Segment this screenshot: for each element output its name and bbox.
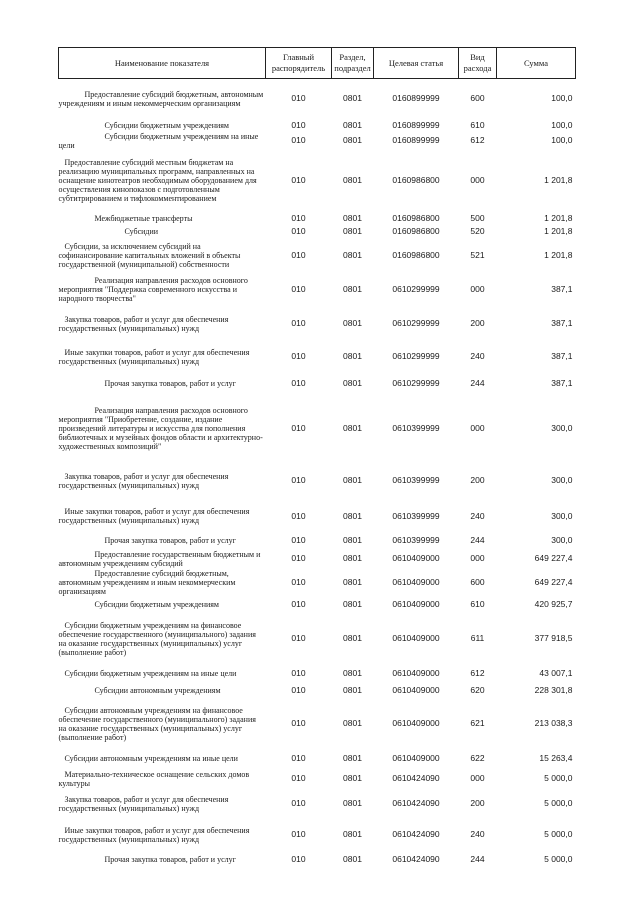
row-name: Предоставление субсидий бюджетным, автономным учреждениям и иным некоммерческим организациям <box>58 89 264 108</box>
row-vid: 611 <box>470 633 485 643</box>
row-section: 0801 <box>343 93 362 104</box>
row-name: Закупка товаров, работ и услуг для обеспечения государственных (муниципальных) нужд <box>58 471 229 490</box>
row-article: 0610399999 <box>392 422 440 433</box>
row-vid: 520 <box>470 226 485 236</box>
row-section: 0801 <box>343 535 362 545</box>
row-sum: 387,1 <box>551 318 573 328</box>
table-header-row <box>59 48 576 79</box>
row-article: 0610409000 <box>392 667 440 678</box>
row-sum: 420 925,7 <box>534 599 573 609</box>
row-article: 0160986800 <box>392 226 440 236</box>
row-sum: 213 038,3 <box>534 718 573 728</box>
row-section: 0801 <box>343 351 362 361</box>
row-article: 0610424090 <box>392 829 440 839</box>
row-sum: 387,1 <box>551 351 573 361</box>
row-article: 0160986800 <box>392 212 440 223</box>
row-section: 0801 <box>343 318 362 328</box>
table-row <box>59 549 576 569</box>
row-vid: 240 <box>470 510 485 521</box>
row-sum: 1 201,8 <box>544 250 573 260</box>
header-name: Наименование показателя <box>59 48 266 79</box>
row-section: 0801 <box>343 829 362 839</box>
row-name: Закупка товаров, работ и услуг для обеспечения государственных (муниципальных) нужд <box>58 314 229 333</box>
row-name: Предоставление субсидий бюджетным, автономным учреждениям и иным некоммерческим организациям <box>58 568 236 596</box>
row-section: 0801 <box>343 212 362 223</box>
row-grbs: 010 <box>291 284 306 294</box>
row-section: 0801 <box>343 553 362 563</box>
row-grbs: 010 <box>291 854 306 864</box>
table-row <box>59 789 576 819</box>
row-article: 0160899999 <box>392 119 440 130</box>
table-row <box>59 749 576 769</box>
table-row <box>59 569 576 596</box>
table-row <box>59 819 576 851</box>
row-grbs: 010 <box>291 475 306 485</box>
table-row <box>59 150 576 212</box>
header-grbs: Главный распорядитель <box>266 48 332 79</box>
table-row <box>59 239 576 273</box>
row-vid: 600 <box>470 576 485 587</box>
row-article: 0610424090 <box>392 798 440 808</box>
row-grbs: 010 <box>291 226 306 236</box>
row-article: 0610399999 <box>392 535 440 545</box>
row-name: Субсидии автономным учреждениям на финансовое обеспечение государственного (муниципального) задания на оказание государственных (муниципальных) услуг (выполнение работ) <box>58 705 256 742</box>
row-sum: 300,0 <box>551 475 573 485</box>
row-vid: 240 <box>470 829 485 839</box>
row-vid: 000 <box>470 175 485 185</box>
row-sum: 649 227,4 <box>534 576 573 587</box>
row-vid: 200 <box>470 798 485 808</box>
row-name: Субсидии бюджетным учреждениям на иные цели <box>58 131 259 150</box>
row-grbs: 010 <box>291 422 306 433</box>
row-section: 0801 <box>343 576 362 587</box>
table-row <box>59 699 576 749</box>
table-row <box>59 533 576 549</box>
row-vid: 244 <box>470 535 485 545</box>
row-vid: 612 <box>470 667 485 678</box>
row-grbs: 010 <box>291 667 306 678</box>
header-vid: Вид расхода <box>459 48 497 79</box>
table-row <box>59 273 576 307</box>
row-section: 0801 <box>343 284 362 294</box>
row-grbs: 010 <box>291 718 306 728</box>
table-row <box>59 462 576 500</box>
row-article: 0610299999 <box>392 284 440 294</box>
row-section: 0801 <box>343 475 362 485</box>
row-sum: 387,1 <box>551 378 573 388</box>
row-name: Иные закупки товаров, работ и услуг для обеспечения государственных (муниципальных) нужд <box>58 347 250 366</box>
row-grbs: 010 <box>291 633 306 643</box>
row-name: Прочая закупка товаров, работ и услуг <box>104 855 236 864</box>
table-row <box>59 395 576 462</box>
row-name: Субсидии бюджетным учреждениям на финансовое обеспечение государственного (муниципального) задания на оказание государственных (муниципальных) услуг (выполнение работ) <box>58 620 256 657</box>
row-grbs: 010 <box>291 318 306 328</box>
table-row <box>59 307 576 341</box>
row-section: 0801 <box>343 773 362 783</box>
row-grbs: 010 <box>291 250 306 260</box>
row-vid: 000 <box>470 422 485 433</box>
row-article: 0610299999 <box>392 378 440 388</box>
table-row <box>59 212 576 225</box>
row-article: 0610424090 <box>392 854 440 864</box>
row-sum: 100,0 <box>551 119 573 130</box>
row-vid: 200 <box>470 475 485 485</box>
row-vid: 621 <box>470 718 485 728</box>
row-sum: 649 227,4 <box>534 553 573 563</box>
table-row <box>59 500 576 533</box>
row-section: 0801 <box>343 599 362 609</box>
row-article: 0610409000 <box>392 576 440 587</box>
row-grbs: 010 <box>291 576 306 587</box>
table-row <box>59 614 576 664</box>
row-section: 0801 <box>343 753 362 763</box>
row-grbs: 010 <box>291 685 306 695</box>
table-row <box>59 683 576 699</box>
table-row <box>59 79 576 119</box>
table-row <box>59 119 576 132</box>
row-name: Иные закупки товаров, работ и услуг для обеспечения государственных (муниципальных) нужд <box>58 507 250 525</box>
row-article: 0160899999 <box>392 93 440 104</box>
row-name: Реализация направления расходов основного мероприятия "Поддержка современного искусства и народного творчества" <box>58 276 248 303</box>
row-section: 0801 <box>343 226 362 236</box>
row-section: 0801 <box>343 422 362 433</box>
row-section: 0801 <box>343 854 362 864</box>
row-name: Прочая закупка товаров, работ и услуг <box>104 536 236 545</box>
row-article: 0160986800 <box>392 250 440 260</box>
row-name: Субсидии бюджетным учреждениям <box>104 120 229 130</box>
row-name: Предоставление субсидий местным бюджетам на реализацию муниципальных программ, направленных на оснащение кинотеатров необходимым оборудованием для осуществления кинопоказов с подготовленным субтитрированием и тифлокомментированием <box>58 158 257 203</box>
row-grbs: 010 <box>291 773 306 783</box>
row-vid: 200 <box>470 318 485 328</box>
row-article: 0610409000 <box>392 718 440 728</box>
row-name: Субсидии, за исключением субсидий на софинансирование капитальных вложений в объекты государственной (муниципальной) собственности <box>58 242 241 269</box>
row-sum: 5 000,0 <box>544 773 573 783</box>
row-sum: 5 000,0 <box>544 854 573 864</box>
row-vid: 000 <box>470 773 485 783</box>
row-grbs: 010 <box>291 175 306 185</box>
row-section: 0801 <box>343 119 362 130</box>
row-vid: 000 <box>470 284 485 294</box>
row-article: 0610409000 <box>392 753 440 763</box>
table-row <box>59 341 576 373</box>
table-row <box>59 664 576 683</box>
row-sum: 5 000,0 <box>544 798 573 808</box>
row-article: 0610399999 <box>392 510 440 521</box>
row-grbs: 010 <box>291 753 306 763</box>
row-name: Субсидии бюджетным учреждениям на иные цели <box>64 668 237 678</box>
header-section: Раздел, подраздел <box>332 48 374 79</box>
row-article: 0610299999 <box>392 351 440 361</box>
row-vid: 244 <box>470 378 485 388</box>
row-article: 0610409000 <box>392 599 440 609</box>
row-grbs: 010 <box>291 119 306 130</box>
row-vid: 610 <box>470 119 485 130</box>
row-sum: 300,0 <box>551 510 573 521</box>
row-article: 0160899999 <box>392 135 440 145</box>
table-row <box>59 132 576 150</box>
row-name: Закупка товаров, работ и услуг для обеспечения государственных (муниципальных) нужд <box>58 794 229 813</box>
row-article: 0610299999 <box>392 318 440 328</box>
header-sum: Сумма <box>497 48 576 79</box>
budget-table <box>58 47 576 869</box>
row-sum: 300,0 <box>551 535 573 545</box>
row-sum: 1 201,8 <box>544 212 573 223</box>
row-grbs: 010 <box>291 535 306 545</box>
row-sum: 15 263,4 <box>539 753 573 763</box>
row-sum: 5 000,0 <box>544 829 573 839</box>
row-sum: 43 007,1 <box>539 667 573 678</box>
header-article: Целевая статья <box>374 48 459 79</box>
table-row <box>59 373 576 395</box>
row-grbs: 010 <box>291 798 306 808</box>
row-name: Предоставление государственным бюджетным и автономным учреждениям субсидий <box>58 549 261 568</box>
row-article: 0610409000 <box>392 685 440 695</box>
row-section: 0801 <box>343 135 362 145</box>
row-grbs: 010 <box>291 829 306 839</box>
row-grbs: 010 <box>291 135 306 145</box>
row-grbs: 010 <box>291 93 306 104</box>
row-vid: 612 <box>470 135 485 145</box>
row-article: 0610409000 <box>392 633 440 643</box>
row-section: 0801 <box>343 510 362 521</box>
row-section: 0801 <box>343 175 362 185</box>
row-sum: 228 301,8 <box>534 685 573 695</box>
row-grbs: 010 <box>291 212 306 223</box>
row-name: Субсидии <box>124 227 159 236</box>
row-name: Межбюджетные трансферты <box>94 213 193 223</box>
row-name: Реализация направления расходов основного мероприятия "Приобретение, создание, издание произведений литературы и искусства для пополнения библиотечных и музейных фондов области и архитектурно-художественных композиций" <box>58 405 263 451</box>
row-vid: 622 <box>470 753 485 763</box>
row-section: 0801 <box>343 633 362 643</box>
row-section: 0801 <box>343 718 362 728</box>
row-section: 0801 <box>343 667 362 678</box>
row-article: 0610424090 <box>392 773 440 783</box>
row-sum: 387,1 <box>551 284 573 294</box>
row-grbs: 010 <box>291 510 306 521</box>
row-article: 0610399999 <box>392 475 440 485</box>
row-section: 0801 <box>343 378 362 388</box>
row-section: 0801 <box>343 250 362 260</box>
row-grbs: 010 <box>291 553 306 563</box>
row-section: 0801 <box>343 685 362 695</box>
row-vid: 244 <box>470 854 485 864</box>
row-sum: 377 918,5 <box>534 633 573 643</box>
row-name: Субсидии автономным учреждениям <box>94 686 221 695</box>
row-sum: 1 201,8 <box>544 226 573 236</box>
row-name: Материально-техническое оснащение сельских домов культуры <box>58 769 250 788</box>
table-body <box>59 79 576 869</box>
row-name: Субсидии бюджетным учреждениям <box>94 600 219 609</box>
row-article: 0160986800 <box>392 175 440 185</box>
row-name: Прочая закупка товаров, работ и услуг <box>104 379 236 388</box>
row-vid: 521 <box>470 250 485 260</box>
row-section: 0801 <box>343 798 362 808</box>
row-vid: 610 <box>470 599 485 609</box>
row-vid: 620 <box>470 685 485 695</box>
row-grbs: 010 <box>291 351 306 361</box>
row-sum: 100,0 <box>551 135 573 145</box>
row-vid: 000 <box>470 553 485 563</box>
row-vid: 500 <box>470 212 485 223</box>
row-sum: 100,0 <box>551 93 573 104</box>
table-row <box>59 225 576 239</box>
row-sum: 1 201,8 <box>544 175 573 185</box>
row-vid: 600 <box>470 93 485 104</box>
row-sum: 300,0 <box>551 422 573 433</box>
row-article: 0610409000 <box>392 553 440 563</box>
table-row <box>59 596 576 614</box>
table-row <box>59 851 576 869</box>
row-grbs: 010 <box>291 599 306 609</box>
table-row <box>59 769 576 789</box>
row-name: Субсидии автономным учреждениям на иные цели <box>64 754 238 763</box>
row-name: Иные закупки товаров, работ и услуг для обеспечения государственных (муниципальных) нужд <box>58 825 250 844</box>
row-grbs: 010 <box>291 378 306 388</box>
row-vid: 240 <box>470 351 485 361</box>
